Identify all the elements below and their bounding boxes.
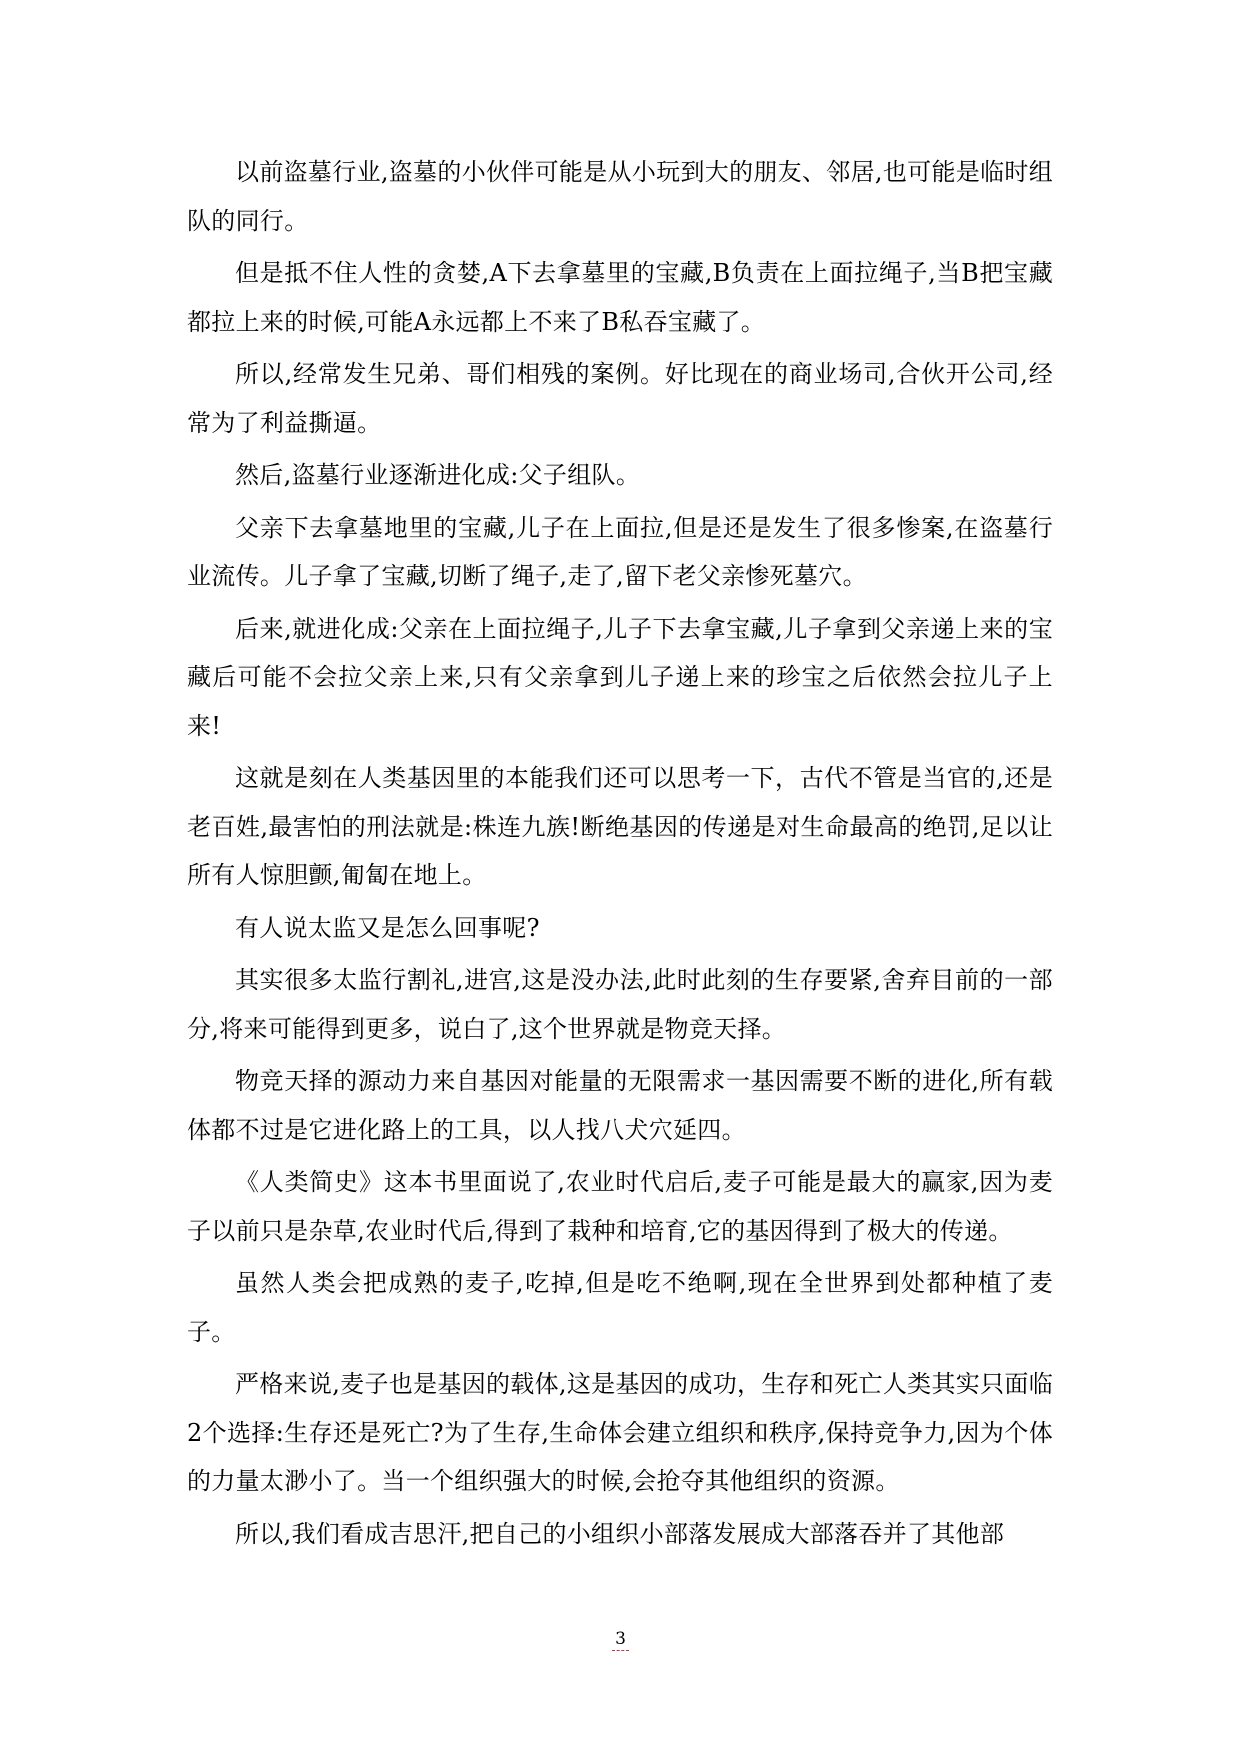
paragraph: 后来,就进化成:父亲在上面拉绳子,儿子下去拿宝藏,儿子拿到父亲递上来的宝藏后可能不会拉父亲上来,只有父亲拿到儿子递上来的珍宝之后依然会拉儿子上来! [187,614,1053,740]
paragraph: 有人说太监又是怎么回事呢? [235,913,540,942]
page-number [0,1628,1241,1651]
paragraph: 其实很多太监行割礼,进宫,这是没办法,此时此刻的生存要紧,舍弃目前的一部分,将来可能得到更多，说白了,这个世界就是物竞天择。 [187,966,1053,1043]
paragraph: 但是抵不住人性的贪婪,A下去拿墓里的宝藏,B负责在上面拉绳子,当B把宝藏都拉上来的时候,可能A永远都上不来了B私吞宝藏了。 [187,259,1053,336]
paragraph: 然后,盗墓行业逐渐进化成:父子组队。 [235,461,641,489]
paragraph: 物竞天择的源动力来自基因对能量的无限需求一基因需要不断的进化,所有载体都不过是它进化路上的工具，以人找八犬穴延四。 [187,1067,1053,1144]
document-body [187,148,1053,1562]
paragraph: 虽然人类会把成熟的麦子,吃掉,但是吃不绝啊,现在全世界到处都种植了麦子。 [187,1269,1053,1346]
paragraph: 以前盗墓行业,盗墓的小伙伴可能是从小玩到大的朋友、邻居,也可能是临时组队的同行。 [187,158,1053,235]
paragraph: 所以,我们看成吉思汗,把自己的小组织小部落发展成大部落吞并了其他部 [235,1519,1005,1548]
paragraph: 所以,经常发生兄弟、哥们相残的案例。好比现在的商业场司,合伙开公司,经常为了利益撕逼。 [187,360,1053,437]
paragraph: 父亲下去拿墓地里的宝藏,儿子在上面拉,但是还是发生了很多惨案,在盗墓行业流传。儿子拿了宝藏,切断了绳子,走了,留下老父亲惨死墓穴。 [187,513,1053,590]
paragraph: 严格来说,麦子也是基因的载体,这是基因的成功，生存和死亡人类其实只面临2个选择:生存还是死亡?为了生存,生命体会建立组织和秩序,保持竞争力,因为个体的力量太渺小了。当一个组织强大的时候,会抢夺其他组织的资源。 [187,1370,1053,1495]
paragraph: 这就是刻在人类基因里的本能我们还可以思考一下，古代不管是当官的,还是老百姓,最害怕的刑法就是:株连九族!断绝基因的传递是对生命最高的绝罚,足以让所有人惊胆颤,匍匐在地上。 [187,764,1053,889]
paragraph: 《人类简史》这本书里面说了,农业时代启后,麦子可能是最大的赢家,因为麦子以前只是杂草,农业时代后,得到了栽种和培育,它的基因得到了极大的传递。 [187,1168,1053,1245]
page-number-text: 3 [612,1628,629,1651]
